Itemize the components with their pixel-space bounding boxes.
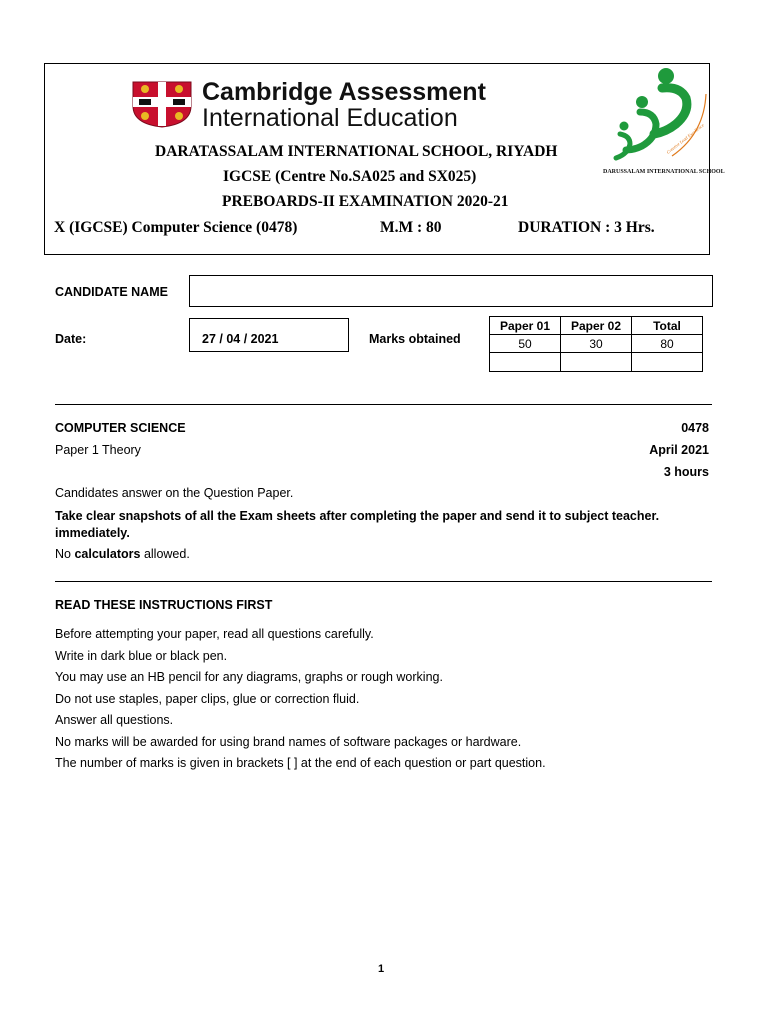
marks-obtained-label: Marks obtained — [369, 332, 461, 346]
subject-code: 0478 — [681, 421, 709, 435]
marks-header-paper1: Paper 01 — [490, 317, 561, 335]
marks-table-values-row — [490, 335, 703, 353]
instruction-item: Answer all questions. — [55, 713, 174, 727]
marks-blank-cell[interactable] — [561, 353, 632, 372]
marks-value-total: 80 — [632, 335, 703, 353]
centre-line: IGCSE (Centre No.SA025 and SX025) — [223, 168, 477, 185]
date-value: 27 / 04 / 2021 — [202, 332, 279, 346]
instruction-item: You may use an HB pencil for any diagrams, graphs or rough working. — [55, 670, 443, 684]
exam-line: PREBOARDS-II EXAMINATION 2020-21 — [222, 193, 509, 210]
instruction-item: Do not use staples, paper clips, glue or correction fluid. — [55, 691, 360, 706]
candidate-name-field[interactable] — [189, 275, 713, 307]
subject-line: X (IGCSE) Computer Science (0478) — [54, 219, 298, 236]
instruction-item: No marks will be awarded for using brand names of software packages or hardware. — [55, 734, 522, 749]
calc-suffix: allowed. — [140, 547, 190, 561]
divider — [55, 581, 712, 582]
subject-title: COMPUTER SCIENCE — [55, 421, 186, 435]
school-logo-caption: DARUSSALAM INTERNATIONAL SCHOOL — [603, 169, 725, 175]
marks-header-paper2: Paper 02 — [561, 317, 632, 335]
org-name-line1: Cambridge Assessment — [202, 78, 486, 106]
org-name-line2: International Education — [202, 104, 458, 132]
divider — [55, 404, 712, 405]
marks-value-paper2: 30 — [561, 335, 632, 353]
instructions-list — [55, 627, 546, 778]
marks-header-total: Total — [632, 317, 703, 335]
candidates-note: Candidates answer on the Question Paper. — [55, 486, 294, 500]
calculators-note — [55, 547, 190, 561]
school-logo — [606, 64, 710, 178]
instructions-heading: READ THESE INSTRUCTIONS FIRST — [55, 598, 273, 612]
page-number: 1 — [378, 963, 385, 975]
calc-bold: calculators — [74, 547, 141, 561]
cambridge-shield-logo — [131, 80, 193, 128]
marks-value-paper1: 50 — [490, 335, 561, 353]
duration: DURATION : 3 Hrs. — [518, 219, 655, 236]
snapshot-note: Take clear snapshots of all the Exam sheets after completing the paper and send it to subject teacher. immediately. — [55, 509, 660, 540]
marks-table-header-row — [490, 317, 703, 335]
instruction-item: Before attempting your paper, read all questions carefully. — [55, 627, 374, 641]
marks-blank-cell[interactable] — [490, 353, 561, 372]
exam-month-year: April 2021 — [649, 443, 709, 457]
instruction-item: The number of marks is given in brackets [ ] at the end of each question or part question. — [55, 756, 546, 770]
marks-table — [489, 316, 703, 372]
marks-blank-cell[interactable] — [632, 353, 703, 372]
candidate-name-label: CANDIDATE NAME — [55, 285, 168, 299]
exam-hours: 3 hours — [663, 465, 709, 479]
date-label: Date: — [55, 332, 87, 346]
marks-table-blank-row — [490, 353, 703, 372]
paper-name: Paper 1 Theory — [55, 443, 141, 457]
instruction-item: Write in dark blue or black pen. — [55, 648, 228, 663]
calc-prefix: No — [55, 547, 75, 561]
school-name: DARATASSALAM INTERNATIONAL SCHOOL, RIYADH — [155, 143, 558, 160]
school-logo-slogan: Creative Lead Excellence — [665, 122, 705, 155]
max-marks: M.M : 80 — [380, 219, 442, 236]
